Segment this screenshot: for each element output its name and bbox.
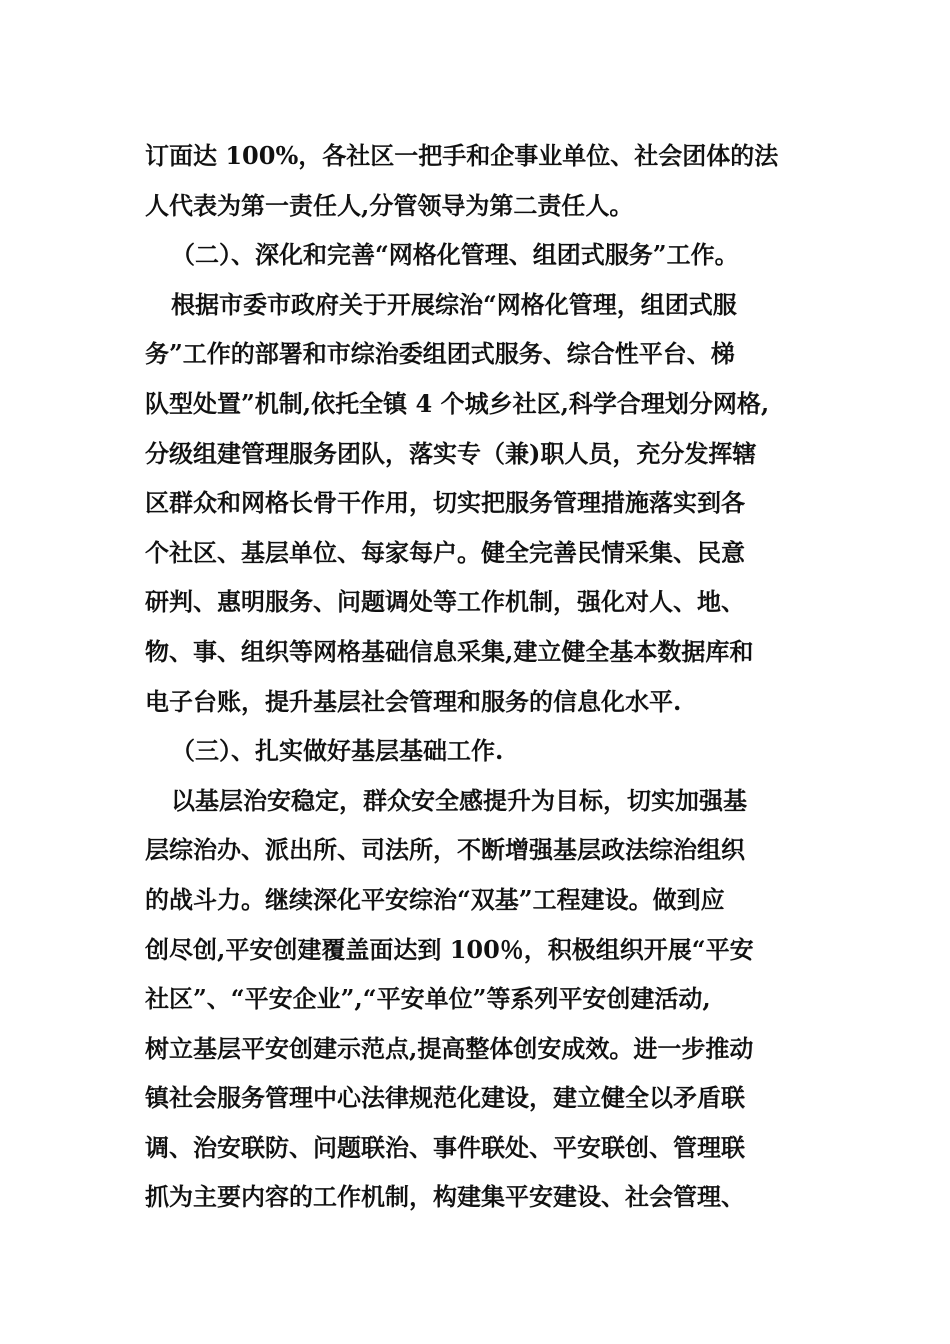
text-line: 抓为主要内容的工作机制，构建集平安建设、社会管理、 xyxy=(145,1182,745,1212)
text-line: 层综治办、派出所、司法所，不断增强基层政法综治组织 xyxy=(145,835,745,865)
text-line: 根据市委市政府关于开展综治“网格化管理，组团式服 xyxy=(171,289,737,319)
text-line: 社区”、“平安企业”,“平安单位”等系列平安创建活动, xyxy=(145,984,711,1014)
text-line: 镇社会服务管理中心法律规范化建设，建立健全以矛盾联 xyxy=(145,1083,745,1113)
text-line: 调、治安联防、问题联治、事件联处、平安联创、管理联 xyxy=(145,1132,745,1162)
text-line: 务”工作的部署和市综治委组团式服务、综合性平台、梯 xyxy=(145,339,735,369)
text-line: 树立基层平安创建示范点,提高整体创安成效。进一步推动 xyxy=(145,1033,754,1063)
text-line: 个社区、基层单位、每家每户。健全完善民情采集、民意 xyxy=(145,537,745,567)
text-line: 的战斗力。继续深化平安综治“双基”工程建设。做到应 xyxy=(145,884,725,914)
text-line: 物、事、组织等网格基础信息采集,建立健全基本数据库和 xyxy=(145,636,754,666)
text-line: 电子台账，提升基层社会管理和服务的信息化水平. xyxy=(145,686,682,716)
text-line: 分级组建管理服务团队，落实专（兼)职人员，充分发挥辖 xyxy=(145,438,757,468)
text-line: 队型处置”机制,依托全镇 4 个城乡社区,科学合理划分网格, xyxy=(145,388,770,418)
text-line: 订面达 100%，各社区一把手和企事业单位、社会团体的法 xyxy=(145,141,779,170)
section-heading: （三）、扎实做好基层基础工作. xyxy=(171,736,504,766)
body-text xyxy=(145,131,815,1222)
text-line: 研判、惠明服务、问题调处等工作机制，强化对人、地、 xyxy=(145,587,745,617)
text-line: 创尽创,平安创建覆盖面达到 100％，积极组织开展“平安 xyxy=(145,934,754,964)
section-heading: （二）、深化和完善“网格化管理、组团式服务”工作。 xyxy=(171,240,739,270)
text-line: 人代表为第一责任人,分管领导为第二责任人。 xyxy=(145,190,634,220)
text-line: 区群众和网格长骨干作用，切实把服务管理措施落实到各 xyxy=(145,488,745,518)
text-line: 以基层治安稳定，群众安全感提升为目标，切实加强基 xyxy=(171,785,747,815)
